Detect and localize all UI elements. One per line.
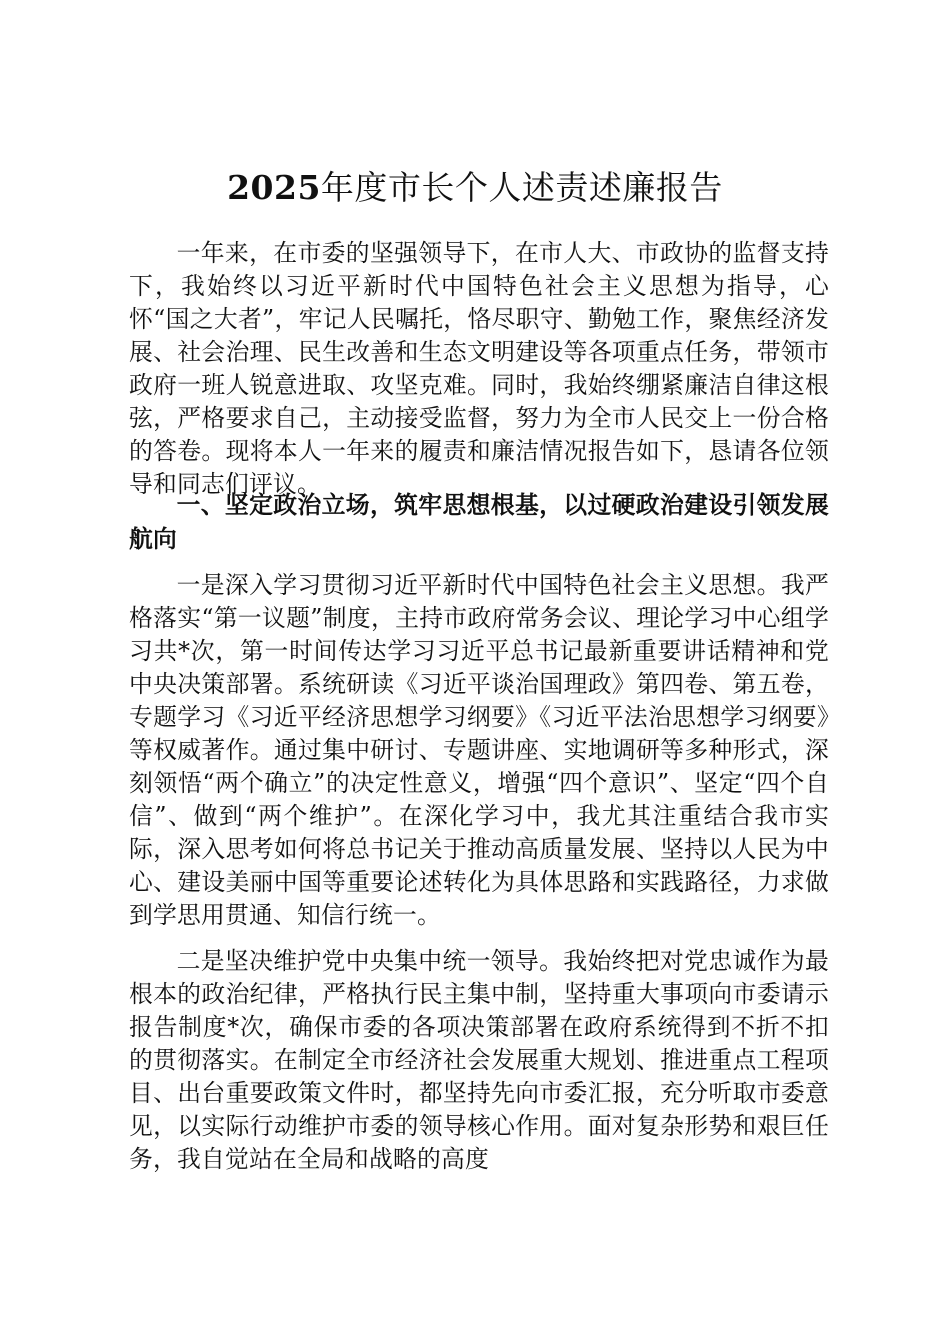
point-1-paragraph: 一是深入学习贯彻习近平新时代中国特色社会主义思想。我严格落实“第一议题”制度，主持市政府常务会议、理论学习中心组学习共*次，第一时间传达学习习近平总书记最新重要讲话精神和党中央决策部署。系统研读《习近平谈治国理政》第四卷、第五卷，专题学习《习近平经济思想学习纲要》《习近平法治思想学习纲要》等权威著作。通过集中研讨、专题讲座、实地调研等多种形式，深刻领悟“两个确立”的决定性意义，增强“四个意识”、坚定“四个自信”、做到“两个维护”。在深化学习中，我尤其注重结合我市实际，深入思考如何将总书记关于推动高质量发展、坚持以人民为中心、建设美丽中国等重要论述转化为具体思路和实践路径，力求做到学思用贯通、知信行统一。	[129, 571, 829, 929]
intro-paragraph: 一年来，在市委的坚强领导下，在市人大、市政协的监督支持下，我始终以习近平新时代中国特色社会主义思想为指导，心怀“国之大者”，牢记人民嘱托，恪尽职守、勤勉工作，聚焦经济发展、社会治理、民生改善和生态文明建设等各项重点任务，带领市政府一班人锐意进取、攻坚克难。同时，我始终绷紧廉洁自律这根弦，严格要求自己，主动接受监督，努力为全市人民交上一份合格的答卷。现将本人一年来的履责和廉洁情况报告如下，恳请各位领导和同志们评议。	[129, 239, 829, 498]
title-text: 年度市长个人述责述廉报告	[320, 168, 723, 207]
point-2-paragraph: 二是坚决维护党中央集中统一领导。我始终把对党忠诚作为最根本的政治纪律，严格执行民主集中制，坚持重大事项向市委请示报告制度*次，确保市委的各项决策部署在政府系统得到不折不扣的贯彻落实。在制定全市经济社会发展重大规划、推进重点工程项目、出台重要政策文件时，都坚持先向市委汇报，充分听取市委意见，以实际行动维护市委的领导核心作用。面对复杂形势和艰巨任务，我自觉站在全局和战略的高度	[129, 947, 829, 1173]
title-year: 2025	[227, 168, 321, 207]
section-heading-1: 一、坚定政治立场，筑牢思想根基，以过硬政治建设引领发展航向	[129, 491, 829, 553]
document-title	[0, 163, 950, 213]
